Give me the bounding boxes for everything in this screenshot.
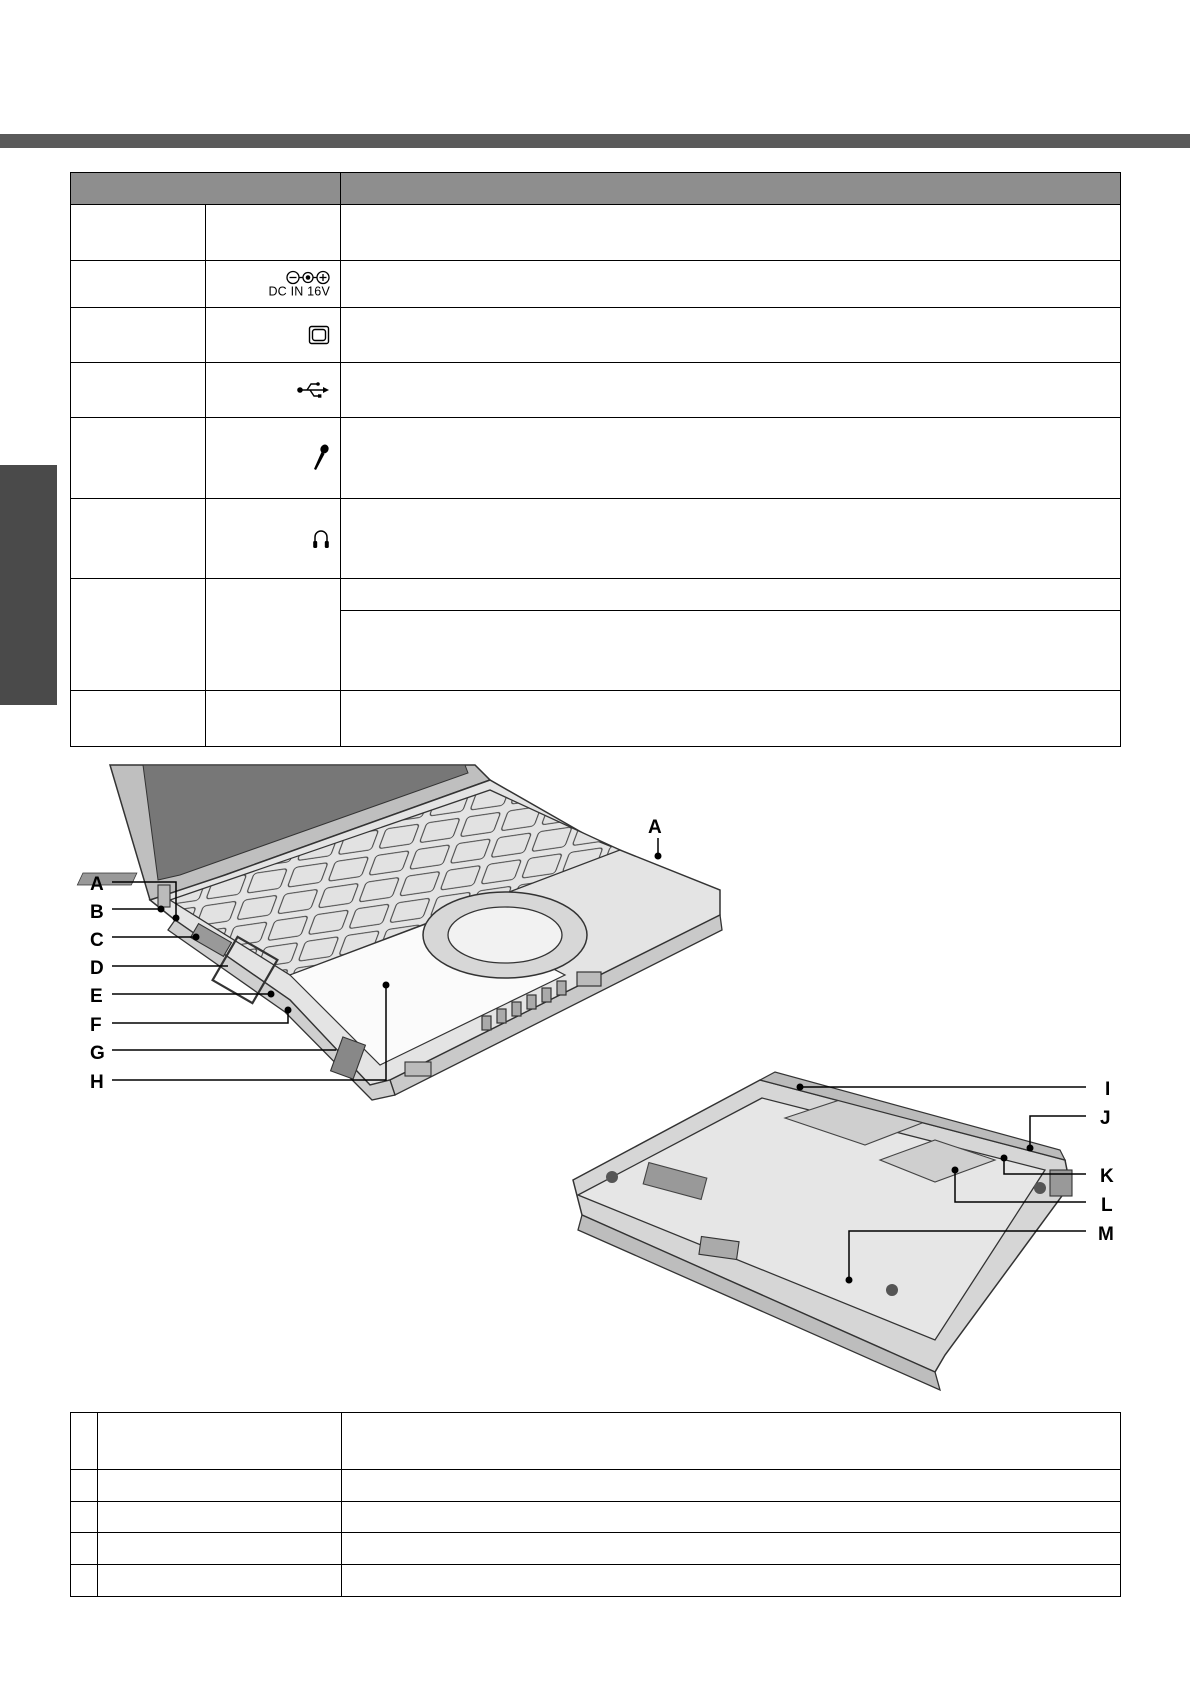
dc-in-label: DC IN 16V bbox=[268, 284, 330, 299]
row-description-cell bbox=[342, 1470, 1121, 1502]
callout-label: A bbox=[90, 874, 104, 895]
row-description-cell bbox=[342, 1565, 1121, 1597]
callout-label: B bbox=[90, 902, 104, 923]
table-row bbox=[71, 1413, 1121, 1470]
row-letter-cell bbox=[71, 1533, 98, 1565]
row-name-cell bbox=[98, 1413, 342, 1470]
callout-label: M bbox=[1098, 1224, 1114, 1245]
callout-label: F bbox=[90, 1015, 102, 1036]
row-name-cell bbox=[98, 1502, 342, 1533]
row-name-cell bbox=[98, 1470, 342, 1502]
row-description-cell bbox=[342, 1413, 1121, 1470]
row-letter-cell bbox=[71, 1502, 98, 1533]
row-letter-cell bbox=[71, 1470, 98, 1502]
parts-table-bottom bbox=[70, 1412, 1121, 1597]
row-name-cell bbox=[98, 1565, 342, 1597]
callout-label: H bbox=[90, 1072, 104, 1093]
callout-label: A bbox=[648, 817, 662, 838]
callout-label: L bbox=[1101, 1195, 1113, 1216]
table-row bbox=[71, 1533, 1121, 1565]
callout-label: G bbox=[90, 1043, 105, 1064]
table-row bbox=[71, 1470, 1121, 1502]
callout-label: E bbox=[90, 986, 103, 1007]
callout-label: D bbox=[90, 958, 104, 979]
row-letter-cell bbox=[71, 1413, 98, 1470]
callout-label: J bbox=[1100, 1108, 1111, 1129]
table-row bbox=[71, 1502, 1121, 1533]
row-name-cell bbox=[98, 1533, 342, 1565]
row-letter-cell bbox=[71, 1565, 98, 1597]
callout-label: I bbox=[1105, 1079, 1111, 1100]
table-row bbox=[71, 1565, 1121, 1597]
row-description-cell bbox=[342, 1533, 1121, 1565]
callout-label: K bbox=[1100, 1166, 1114, 1187]
row-description-cell bbox=[342, 1502, 1121, 1533]
callout-label: C bbox=[90, 930, 104, 951]
